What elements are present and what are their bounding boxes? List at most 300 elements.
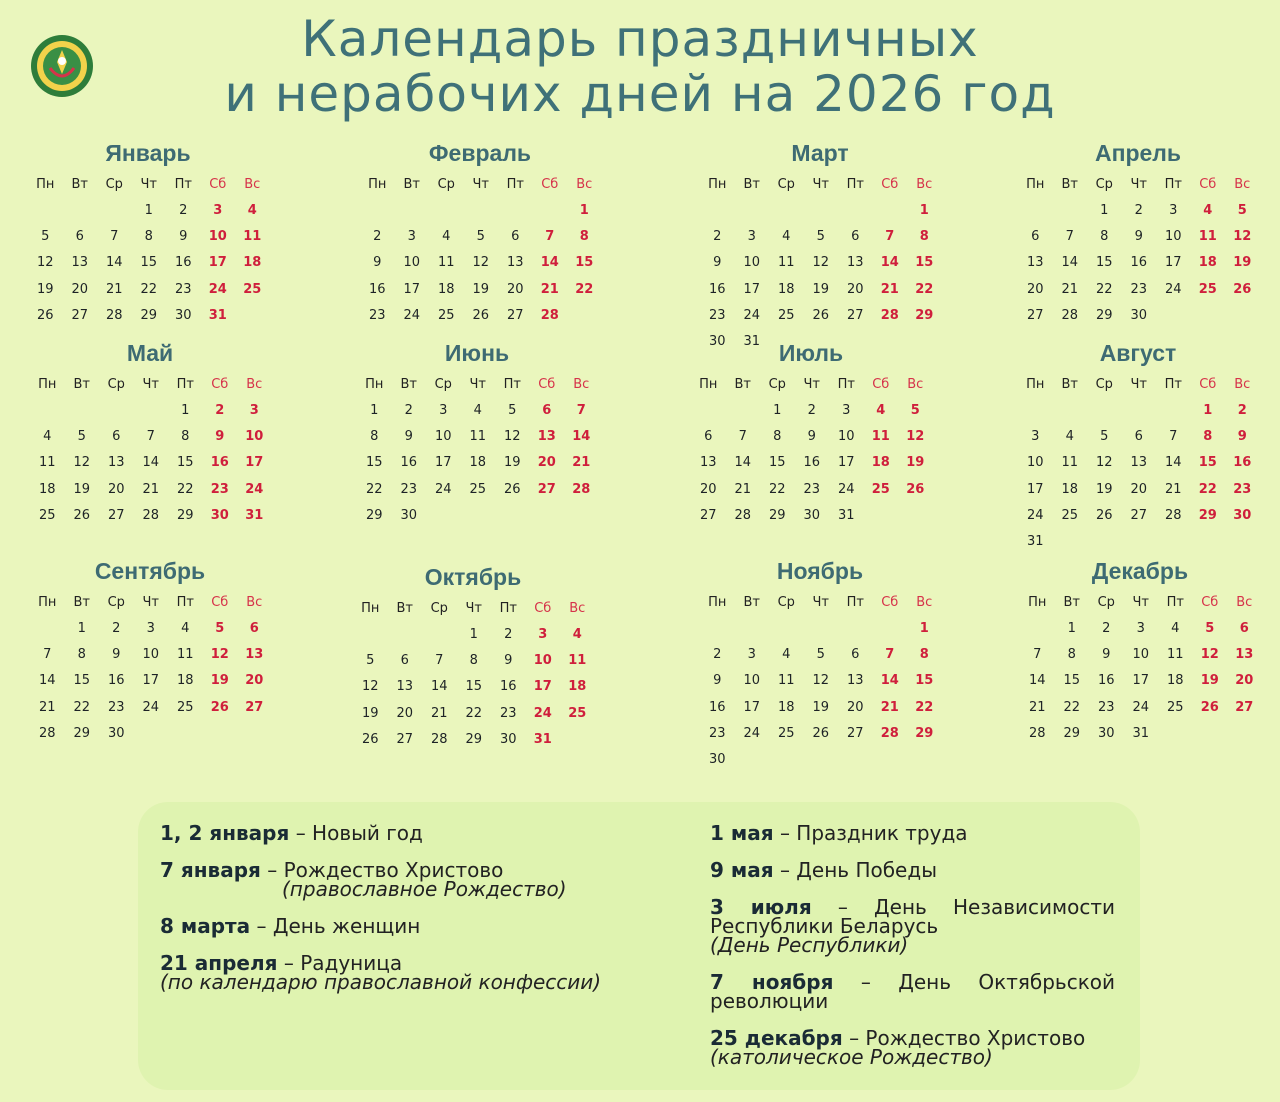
day-cell: 24 <box>1132 699 1150 715</box>
day-cell: 19 <box>812 699 830 715</box>
weekday-header: Пт <box>499 601 517 616</box>
day-cell: 13 <box>699 455 717 471</box>
day-cell: 18 <box>777 699 795 715</box>
empty-day-cell <box>1018 398 1053 424</box>
weekend-day-cell: 28 <box>880 725 899 741</box>
weekday-header: Ср <box>777 595 795 610</box>
day-cell: 20 <box>846 699 864 715</box>
weekend-day-cell: 26 <box>1233 281 1252 297</box>
day-cell: 18 <box>1166 673 1184 689</box>
day-cell: 23 <box>400 481 418 497</box>
day-cell: 9 <box>713 673 722 689</box>
day-cell: 23 <box>499 705 517 721</box>
day-cell: 30 <box>803 507 821 523</box>
weekday-header: Чт <box>469 377 486 392</box>
holiday-name: – День Октябрьской революции <box>710 970 1116 1013</box>
weekend-day-cell: 1 <box>919 621 929 636</box>
day-cell: 12 <box>812 255 830 271</box>
weekday-header: Ср <box>768 377 786 392</box>
day-cell: 28 <box>142 507 160 523</box>
weekend-day-cell: 24 <box>208 281 227 297</box>
day-cell: 14 <box>38 673 56 689</box>
weekend-day-cell: 14 <box>880 255 899 271</box>
empty-day-cell <box>691 398 726 424</box>
day-cell: 19 <box>361 705 379 721</box>
day-cell: 26 <box>73 507 91 523</box>
weekend-day-cell: 23 <box>1233 481 1252 497</box>
day-cell: 16 <box>107 673 125 689</box>
day-cell: 18 <box>777 281 795 297</box>
weekend-day-cell: 6 <box>249 621 259 636</box>
holiday-list-box <box>138 802 1140 1090</box>
weekday-header: Пн <box>1026 377 1045 392</box>
holiday-note: (по календарю православной конфессии) <box>160 970 602 994</box>
weekday-header: Чт <box>140 177 157 192</box>
weekday-header: Чт <box>803 377 820 392</box>
day-cell: 11 <box>777 673 795 689</box>
day-cell: 27 <box>1026 307 1044 323</box>
day-cell: 25 <box>469 481 487 497</box>
empty-day-cell <box>1018 198 1053 224</box>
weekend-day-cell: 3 <box>249 403 259 418</box>
weekend-day-cell: 5 <box>1205 621 1215 636</box>
weekday-header: Пн <box>38 595 57 610</box>
day-cell: 9 <box>179 229 188 245</box>
day-cell: 16 <box>368 281 386 297</box>
weekend-day-cell: 14 <box>572 429 591 445</box>
month-name: Июнь <box>444 340 510 366</box>
weekday-header: Пт <box>1166 595 1184 610</box>
weekend-day-cell: 9 <box>215 429 225 445</box>
day-cell: 28 <box>1061 307 1079 323</box>
weekday-header: Сб <box>881 177 899 192</box>
weekend-day-cell: 5 <box>1237 203 1247 218</box>
day-cell: 29 <box>1095 307 1113 323</box>
weekday-header: Пт <box>174 177 192 192</box>
day-cell: 9 <box>713 255 722 271</box>
day-cell: 30 <box>708 333 726 349</box>
holiday-list-left <box>160 821 660 1010</box>
weekend-day-cell: 3 <box>213 203 223 218</box>
day-cell: 11 <box>1061 455 1079 471</box>
weekend-day-cell: 22 <box>915 281 934 297</box>
day-cell: 8 <box>77 647 86 663</box>
day-cell: 19 <box>36 281 54 297</box>
day-cell: 6 <box>112 429 121 445</box>
weekend-day-cell: 24 <box>245 481 264 497</box>
empty-day-cell <box>422 622 457 648</box>
weekend-day-cell: 27 <box>537 481 556 497</box>
month-block <box>1018 340 1258 555</box>
empty-day-cell <box>873 198 908 224</box>
weekend-day-cell: 20 <box>245 673 264 689</box>
month-name: Октябрь <box>424 564 522 590</box>
holiday-item <box>710 821 1115 845</box>
day-cell: 22 <box>1095 281 1113 297</box>
weekday-header: Сб <box>1199 177 1217 192</box>
weekday-header: Пн <box>368 177 387 192</box>
weekday-header: Вс <box>573 377 590 392</box>
day-cell: 21 <box>430 705 448 721</box>
weekday-header: Сб <box>872 377 890 392</box>
empty-day-cell <box>1053 198 1088 224</box>
day-cell: 7 <box>146 429 155 445</box>
day-cell: 5 <box>508 403 517 418</box>
weekday-header: Вт <box>743 177 760 192</box>
month-name: Сентябрь <box>94 558 206 584</box>
day-cell: 13 <box>107 455 125 471</box>
day-cell: 8 <box>469 653 478 669</box>
day-cell: 27 <box>1130 507 1148 523</box>
day-cell: 21 <box>1164 481 1182 497</box>
weekday-header: Вт <box>396 601 413 616</box>
day-cell: 12 <box>361 679 379 695</box>
day-cell: 21 <box>1061 281 1079 297</box>
day-cell: 16 <box>1130 255 1148 271</box>
weekday-header: Сб <box>1201 595 1219 610</box>
weekend-day-cell: 12 <box>210 647 229 663</box>
month-block <box>360 140 600 329</box>
day-cell: 23 <box>803 481 821 497</box>
day-cell: 29 <box>365 507 383 523</box>
weekday-header: Вс <box>569 601 586 616</box>
weekend-day-cell: 28 <box>880 307 899 323</box>
day-cell: 21 <box>142 481 160 497</box>
day-cell: 20 <box>1130 481 1148 497</box>
day-cell: 19 <box>73 481 91 497</box>
weekend-day-cell: 13 <box>1235 647 1254 663</box>
day-cell: 4 <box>181 621 190 636</box>
day-cell: 7 <box>435 653 444 669</box>
weekend-day-cell: 12 <box>906 429 925 445</box>
day-cell: 14 <box>430 679 448 695</box>
weekend-day-cell: 27 <box>245 699 264 715</box>
day-cell: 25 <box>777 307 795 323</box>
day-cell: 20 <box>71 281 89 297</box>
weekend-day-cell: 9 <box>1237 429 1247 445</box>
day-cell: 5 <box>1100 429 1109 445</box>
holiday-note: (католическое Рождество) <box>710 1045 993 1069</box>
month-block <box>28 140 268 329</box>
day-cell: 3 <box>146 621 155 636</box>
weekend-day-cell: 31 <box>208 307 227 323</box>
month-days-grid <box>353 596 593 753</box>
weekend-day-cell: 19 <box>1200 673 1219 689</box>
weekend-day-cell: 18 <box>243 255 262 271</box>
day-cell: 13 <box>846 255 864 271</box>
weekend-day-cell: 29 <box>915 307 934 323</box>
empty-day-cell <box>30 616 65 642</box>
day-cell: 18 <box>176 673 194 689</box>
day-cell: 27 <box>506 307 524 323</box>
weekend-day-cell: 25 <box>243 281 262 297</box>
day-cell: 30 <box>107 725 125 741</box>
day-cell: 25 <box>437 307 455 323</box>
weekday-header: Ср <box>1095 177 1113 192</box>
weekday-header: Сб <box>211 377 229 392</box>
day-cell: 23 <box>1130 281 1148 297</box>
weekend-day-cell: 4 <box>572 627 582 642</box>
weekend-day-cell: 4 <box>1203 203 1213 218</box>
holiday-name: – День Независимости Республики Беларусь <box>710 895 1115 938</box>
day-cell: 2 <box>713 229 722 245</box>
day-cell: 9 <box>807 429 816 445</box>
day-cell: 24 <box>837 481 855 497</box>
empty-day-cell <box>353 622 388 648</box>
day-cell: 24 <box>1026 507 1044 523</box>
weekend-day-cell: 30 <box>210 507 229 523</box>
empty-day-cell <box>97 198 132 224</box>
weekend-day-cell: 26 <box>906 481 925 497</box>
weekend-day-cell: 21 <box>880 699 899 715</box>
empty-day-cell <box>700 616 735 642</box>
weekend-day-cell: 8 <box>919 647 929 663</box>
weekday-header: Вт <box>734 377 751 392</box>
month-block <box>700 140 940 355</box>
weekend-day-cell: 3 <box>538 627 548 642</box>
day-cell: 18 <box>437 281 455 297</box>
weekend-day-cell: 1 <box>1203 403 1213 418</box>
day-cell: 16 <box>708 699 726 715</box>
day-cell: 6 <box>851 647 860 663</box>
weekend-day-cell: 31 <box>245 507 264 523</box>
day-cell: 27 <box>107 507 125 523</box>
month-block <box>700 558 940 773</box>
day-cell: 14 <box>142 455 160 471</box>
weekday-header: Сб <box>209 177 227 192</box>
weekend-day-cell: 22 <box>575 281 594 297</box>
day-cell: 6 <box>75 229 84 245</box>
weekend-day-cell: 19 <box>210 673 229 689</box>
holiday-date: 7 ноября <box>710 970 834 994</box>
day-cell: 2 <box>1134 203 1143 218</box>
weekend-day-cell: 2 <box>215 403 225 418</box>
day-cell: 24 <box>142 699 160 715</box>
holiday-item <box>160 821 660 845</box>
weekday-header: Пн <box>708 595 727 610</box>
day-cell: 28 <box>734 507 752 523</box>
weekend-day-cell: 26 <box>210 699 229 715</box>
holiday-name: – Рождество Христово <box>849 1026 1086 1050</box>
month-days-grid <box>1018 172 1258 329</box>
day-cell: 15 <box>365 455 383 471</box>
weekday-header: Ср <box>107 377 125 392</box>
day-cell: 7 <box>110 229 119 245</box>
weekday-header: Вс <box>1234 177 1251 192</box>
weekday-header: Вт <box>73 595 90 610</box>
day-cell: 9 <box>404 429 413 445</box>
weekend-day-cell: 12 <box>1200 647 1219 663</box>
day-cell: 1 <box>77 621 86 636</box>
day-cell: 8 <box>1067 647 1076 663</box>
holiday-item <box>160 914 660 938</box>
day-cell: 3 <box>407 229 416 245</box>
day-cell: 16 <box>400 455 418 471</box>
day-cell: 19 <box>1095 481 1113 497</box>
weekday-header: Вт <box>400 377 417 392</box>
empty-day-cell <box>838 616 873 642</box>
weekend-day-cell: 25 <box>1198 281 1217 297</box>
day-cell: 29 <box>1063 725 1081 741</box>
weekend-day-cell: 6 <box>542 403 552 418</box>
day-cell: 28 <box>1028 725 1046 741</box>
day-cell: 6 <box>704 429 713 445</box>
holiday-date: 8 марта <box>160 914 251 938</box>
day-cell: 9 <box>1134 229 1143 245</box>
day-cell: 3 <box>1031 429 1040 445</box>
day-cell: 13 <box>1026 255 1044 271</box>
day-cell: 11 <box>176 647 194 663</box>
weekend-day-cell: 8 <box>1203 429 1213 445</box>
day-cell: 22 <box>1063 699 1081 715</box>
weekday-header: Вс <box>916 177 933 192</box>
day-cell: 30 <box>1097 725 1115 741</box>
weekday-header: Вс <box>1234 377 1251 392</box>
weekday-header: Пт <box>506 177 524 192</box>
day-cell: 28 <box>1164 507 1182 523</box>
day-cell: 29 <box>465 731 483 747</box>
day-cell: 1 <box>469 627 478 642</box>
month-days-grid <box>30 372 270 529</box>
weekend-day-cell: 5 <box>215 621 225 636</box>
weekend-day-cell: 1 <box>919 203 929 218</box>
weekend-day-cell: 14 <box>540 255 559 271</box>
day-cell: 3 <box>747 647 756 663</box>
day-cell: 24 <box>743 725 761 741</box>
holiday-item <box>710 858 1115 882</box>
holiday-name: – Новый год <box>295 821 423 845</box>
day-cell: 15 <box>465 679 483 695</box>
day-cell: 24 <box>743 307 761 323</box>
weekday-header: Чт <box>142 377 159 392</box>
day-cell: 7 <box>1169 429 1178 445</box>
day-cell: 12 <box>812 673 830 689</box>
day-cell: 15 <box>140 255 158 271</box>
weekend-day-cell: 21 <box>572 455 591 471</box>
day-cell: 15 <box>73 673 91 689</box>
day-cell: 18 <box>1061 481 1079 497</box>
day-cell: 8 <box>773 429 782 445</box>
empty-day-cell <box>395 198 430 224</box>
weekend-day-cell: 17 <box>208 255 227 271</box>
day-cell: 24 <box>434 481 452 497</box>
day-cell: 1 <box>181 403 190 418</box>
empty-day-cell <box>360 198 395 224</box>
day-cell: 2 <box>179 203 188 218</box>
weekend-day-cell: 28 <box>540 307 559 323</box>
day-cell: 26 <box>1095 507 1113 523</box>
empty-day-cell <box>1122 398 1157 424</box>
weekend-day-cell: 29 <box>1198 507 1217 523</box>
day-cell: 27 <box>846 307 864 323</box>
weekday-header: Чт <box>465 601 482 616</box>
weekend-day-cell: 15 <box>915 673 934 689</box>
day-cell: 14 <box>105 255 123 271</box>
holiday-name: – Праздник труда <box>779 821 968 845</box>
day-cell: 25 <box>1061 507 1079 523</box>
weekday-header: Пт <box>837 377 855 392</box>
day-cell: 1 <box>144 203 153 218</box>
day-cell: 30 <box>174 307 192 323</box>
day-cell: 10 <box>403 255 421 271</box>
day-cell: 3 <box>439 403 448 418</box>
weekday-header: Вс <box>916 595 933 610</box>
day-cell: 4 <box>442 229 451 245</box>
month-days-grid <box>1018 372 1258 555</box>
day-cell: 27 <box>396 731 414 747</box>
weekday-header: Сб <box>541 177 559 192</box>
holiday-item <box>160 858 660 901</box>
day-cell: 17 <box>837 455 855 471</box>
empty-day-cell <box>498 198 533 224</box>
weekend-day-cell: 31 <box>533 731 552 747</box>
title-line-2: и нерабочих дней на 2026 год <box>224 65 1056 123</box>
weekend-day-cell: 6 <box>1239 621 1249 636</box>
weekday-header: Вс <box>246 377 263 392</box>
holiday-date: 1 мая <box>710 821 774 845</box>
empty-day-cell <box>769 198 804 224</box>
month-block <box>1020 558 1260 747</box>
weekday-header: Пн <box>365 377 384 392</box>
day-cell: 8 <box>370 429 379 445</box>
day-cell: 22 <box>176 481 194 497</box>
day-cell: 23 <box>368 307 386 323</box>
day-cell: 16 <box>803 455 821 471</box>
weekend-day-cell: 11 <box>243 229 262 245</box>
day-cell: 9 <box>504 653 513 669</box>
day-cell: 11 <box>469 429 487 445</box>
month-name: Декабрь <box>1091 558 1189 584</box>
day-cell: 7 <box>738 429 747 445</box>
month-block <box>30 340 270 529</box>
day-cell: 28 <box>430 731 448 747</box>
day-cell: 28 <box>38 725 56 741</box>
day-cell: 13 <box>71 255 89 271</box>
day-cell: 25 <box>176 699 194 715</box>
weekend-day-cell: 13 <box>245 647 264 663</box>
day-cell: 17 <box>1132 673 1150 689</box>
day-cell: 13 <box>846 673 864 689</box>
day-cell: 4 <box>1171 621 1180 636</box>
day-cell: 24 <box>1164 281 1182 297</box>
day-cell: 5 <box>366 653 375 669</box>
weekday-header: Пт <box>176 595 194 610</box>
empty-day-cell <box>804 198 839 224</box>
weekend-day-cell: 2 <box>1237 403 1247 418</box>
month-days-grid <box>700 590 940 773</box>
day-cell: 12 <box>73 455 91 471</box>
month-days-grid <box>700 172 940 355</box>
month-name: Январь <box>105 140 191 166</box>
weekend-day-cell: 19 <box>906 455 925 471</box>
day-cell: 6 <box>511 229 520 245</box>
weekend-day-cell: 13 <box>537 429 556 445</box>
weekday-header: Пн <box>1026 177 1045 192</box>
empty-day-cell <box>838 198 873 224</box>
weekday-header: Сб <box>534 601 552 616</box>
day-cell: 25 <box>38 507 56 523</box>
day-cell: 22 <box>768 481 786 497</box>
weekend-day-cell: 16 <box>210 455 229 471</box>
weekend-day-cell: 7 <box>885 647 895 663</box>
day-cell: 19 <box>812 281 830 297</box>
weekday-header: Вт <box>743 595 760 610</box>
holiday-list-right <box>710 821 1116 1085</box>
day-cell: 31 <box>1132 725 1150 741</box>
day-cell: 16 <box>174 255 192 271</box>
day-cell: 16 <box>708 281 726 297</box>
day-cell: 18 <box>469 455 487 471</box>
